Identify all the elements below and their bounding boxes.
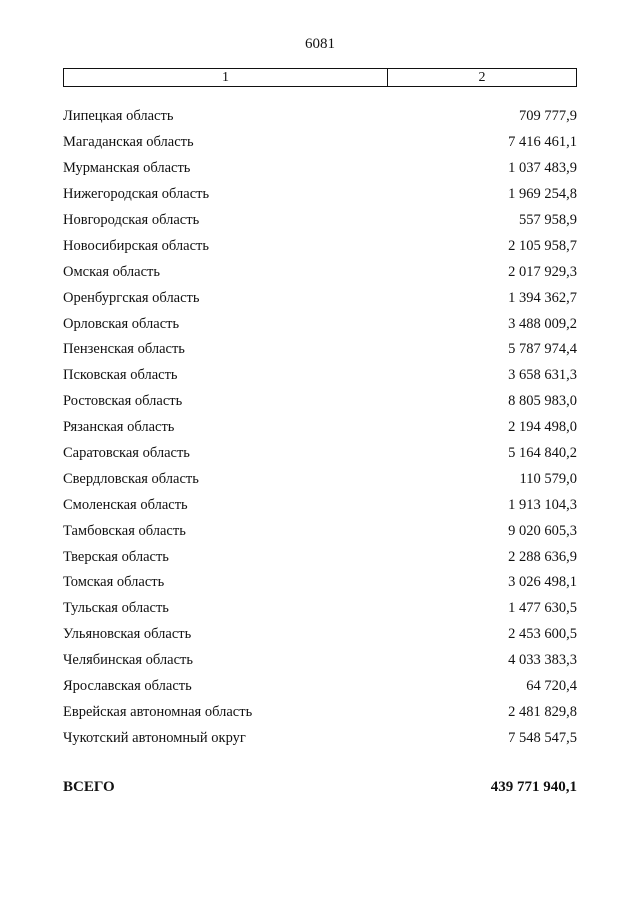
region-name: Магаданская область bbox=[63, 134, 194, 151]
region-value: 7 416 461,1 bbox=[508, 134, 577, 151]
region-value: 1 394 362,7 bbox=[508, 289, 577, 306]
table-row bbox=[63, 518, 577, 544]
region-name: Челябинская область bbox=[63, 652, 193, 669]
table-row bbox=[63, 622, 577, 648]
region-name: Новосибирская область bbox=[63, 237, 209, 254]
region-value: 2 017 929,3 bbox=[508, 263, 577, 280]
region-name: Смоленская область bbox=[63, 496, 188, 513]
region-value: 2 453 600,5 bbox=[508, 626, 577, 643]
table-row bbox=[63, 699, 577, 725]
region-name: Тверская область bbox=[63, 548, 169, 565]
region-value: 3 488 009,2 bbox=[508, 315, 577, 332]
table-row bbox=[63, 156, 577, 182]
region-value: 1 969 254,8 bbox=[508, 186, 577, 203]
table-row bbox=[63, 311, 577, 337]
table-row bbox=[63, 285, 577, 311]
table-row bbox=[63, 415, 577, 441]
table-row bbox=[63, 596, 577, 622]
table-row bbox=[63, 570, 577, 596]
table-row bbox=[63, 441, 577, 467]
table-row bbox=[63, 725, 577, 751]
region-value: 1 477 630,5 bbox=[508, 600, 577, 617]
region-value: 5 787 974,4 bbox=[508, 341, 577, 358]
region-name: Ярославская область bbox=[63, 678, 192, 695]
total-row bbox=[63, 779, 577, 796]
region-name: Ульяновская область bbox=[63, 626, 192, 643]
region-name: Тамбовская область bbox=[63, 522, 186, 539]
table-row bbox=[63, 208, 577, 234]
region-value: 3 658 631,3 bbox=[508, 367, 577, 384]
region-value: 2 481 829,8 bbox=[508, 703, 577, 720]
table-row bbox=[63, 259, 577, 285]
table-row bbox=[63, 130, 577, 156]
region-value: 8 805 983,0 bbox=[508, 393, 577, 410]
region-value: 9 020 605,3 bbox=[508, 522, 577, 539]
region-value: 1 913 104,3 bbox=[508, 496, 577, 513]
region-value: 110 579,0 bbox=[519, 470, 577, 487]
region-list bbox=[63, 104, 577, 751]
region-name: Рязанская область bbox=[63, 419, 175, 436]
table-row bbox=[63, 363, 577, 389]
page-number: 6081 bbox=[305, 36, 335, 52]
table-row bbox=[63, 337, 577, 363]
region-value: 5 164 840,2 bbox=[508, 445, 577, 462]
region-name: Саратовская область bbox=[63, 445, 190, 462]
region-name: Орловская область bbox=[63, 315, 180, 332]
table-row bbox=[63, 544, 577, 570]
column-header-1: 1 bbox=[64, 69, 388, 86]
table-row bbox=[63, 389, 577, 415]
table-row bbox=[63, 104, 577, 130]
region-name: Мурманская область bbox=[63, 160, 191, 177]
region-value: 64 720,4 bbox=[526, 678, 577, 695]
region-name: Чукотский автономный округ bbox=[63, 729, 246, 746]
region-value: 709 777,9 bbox=[519, 108, 577, 125]
region-name: Еврейская автономная область bbox=[63, 703, 253, 720]
total-value: 439 771 940,1 bbox=[490, 779, 577, 795]
table-row bbox=[63, 182, 577, 208]
table-row bbox=[63, 648, 577, 674]
region-name: Нижегородская область bbox=[63, 186, 210, 203]
region-name: Пензенская область bbox=[63, 341, 185, 358]
region-name: Липецкая область bbox=[63, 108, 174, 125]
region-name: Омская область bbox=[63, 263, 160, 280]
region-value: 557 958,9 bbox=[519, 212, 577, 228]
region-value: 3 026 498,1 bbox=[508, 574, 577, 591]
region-value: 4 033 383,3 bbox=[508, 652, 577, 669]
region-value: 2 194 498,0 bbox=[508, 419, 577, 436]
region-name: Новгородская область bbox=[63, 212, 200, 228]
region-name: Оренбургская область bbox=[63, 289, 200, 306]
region-name: Томская область bbox=[63, 574, 165, 591]
table-row bbox=[63, 233, 577, 259]
table-row bbox=[63, 466, 577, 492]
region-value: 7 548 547,5 bbox=[508, 729, 577, 746]
region-name: Свердловская область bbox=[63, 470, 199, 487]
region-value: 1 037 483,9 bbox=[508, 160, 577, 177]
table-row bbox=[63, 674, 577, 700]
region-value: 2 288 636,9 bbox=[508, 548, 577, 565]
total-label: ВСЕГО bbox=[63, 779, 115, 795]
table-row bbox=[63, 492, 577, 518]
region-name: Тульская область bbox=[63, 600, 169, 617]
column-header-2: 2 bbox=[478, 69, 486, 85]
column-header-table bbox=[63, 68, 577, 87]
region-name: Ростовская область bbox=[63, 393, 183, 410]
region-value: 2 105 958,7 bbox=[508, 237, 577, 254]
region-name: Псковская область bbox=[63, 367, 178, 384]
